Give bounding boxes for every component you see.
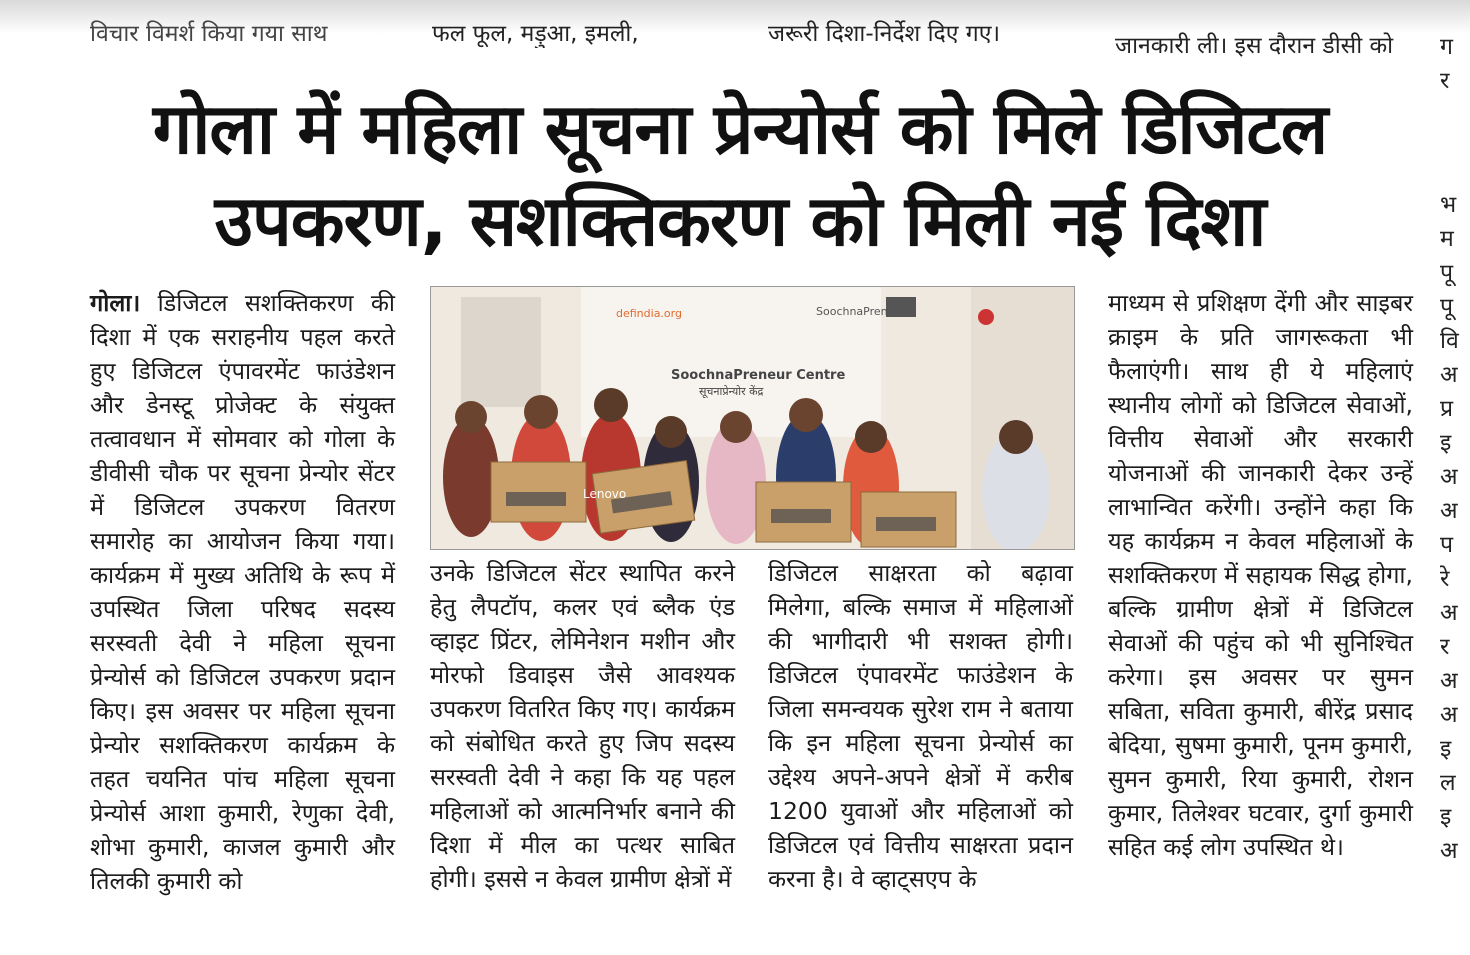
edge-glyph: अ <box>1440 702 1458 728</box>
photo-logo-left: defindia.org <box>616 307 682 320</box>
edge-glyph: प <box>1440 532 1454 558</box>
edge-glyph: प्र <box>1440 396 1454 422</box>
edge-glyph: इ <box>1440 430 1452 456</box>
top-strip-col4: जानकारी ली। इस दौरान डीसी को <box>1115 33 1394 59</box>
article-photo <box>430 286 1075 550</box>
headline-line2: उपकरण, सशक्तिकरण को मिली नई दिशा <box>214 180 1266 262</box>
article-column-4: माध्यम से प्रशिक्षण देंगी और साइबर क्राइम के प्रति जागरूकता भी फैलाएंगी। साथ ही ये महिलाएं स्थानीय लोगों को डिजिटल सेवाओं, वित्तीय सेवाओं और सरकारी योजनाओं की जानकारी देकर उन्हें लाभान्वित करेंगी। उन्होंने कहा कि यह कार्यक्रम न केवल महिलाओं के सशक्तिकरण में सहायक सिद्ध होगा, बल्कि ग्रामीण क्षेत्रों में डिजिटल सेवाओं की पहुंच को भी सुनिश्चित करेगा। इस अवसर पर सुमन सबिता, सविता कुमारी, बीरेंद्र प्रसाद बेदिया, सुषमा कुमारी, पूनम कुमारी, सुमन कुमारी, रिया कुमारी, रोशन कुमार, तिलेश्वर घटवार, दुर्गा कुमारी सहित कई लोग उपस्थित थे। <box>1108 289 1413 861</box>
edge-glyph: म <box>1440 226 1454 252</box>
box-brand-label: Lenovo <box>583 487 627 501</box>
edge-glyph: पू <box>1440 260 1454 286</box>
edge-glyph: इ <box>1440 804 1452 830</box>
top-strip-col1: विचार विमर्श किया गया साथ <box>90 21 328 47</box>
edge-glyph: पू <box>1440 294 1454 320</box>
headline-line1: गोला में महिला सूचना प्रेन्योर्स को मिले डिजिटल <box>152 88 1328 170</box>
cropped-edge-column <box>1440 30 1470 955</box>
edge-glyph: र <box>1440 68 1450 94</box>
edge-glyph: अ <box>1440 668 1458 694</box>
photo-illustration <box>431 287 1075 550</box>
edge-glyph: वि <box>1440 328 1459 354</box>
edge-glyph: अ <box>1440 498 1458 524</box>
edge-glyph: ग <box>1440 34 1453 60</box>
edge-glyph: अ <box>1440 464 1458 490</box>
edge-glyph: भ <box>1440 192 1457 218</box>
top-strip-col3: जरूरी दिशा-निर्देश दिए गए। <box>768 21 1001 47</box>
top-strip-col2: फल फूल, मड़ुआ, इमली, <box>432 21 639 47</box>
edge-glyph: ल <box>1440 770 1456 796</box>
column-1-text: डिजिटल सशक्तिकरण की दिशा में एक सराहनीय पहल करते हुए डिजिटल एंपावरमेंट फाउंडेशन और डेनस्टू प्रोजेक्ट के संयुक्त तत्वावधान में सोमवार को गोला के डीवीसी चौक पर सूचना प्रेन्योर सेंटर में डिजिटल उपकरण वितरण समारोह का आयोजन किया गया। कार्यक्रम में मुख्य अतिथि के रूप में उपस्थित जिला परिषद सदस्य सरस्वती देवी ने महिला सूचना प्रेन्योर्स को डिजिटल उपकरण प्रदान किए। इस अवसर पर महिला सूचना प्रेन्योर सशक्तिकरण कार्यक्रम के तहत चयनित पांच महिला सूचना प्रेन्योर्स आशा कुमारी, रेणुका देवी, शोभा कुमारी, काजल कुमारी और तिलकी कुमारी को <box>90 289 395 895</box>
edge-glyph: अ <box>1440 600 1458 626</box>
edge-glyph: र <box>1440 634 1450 660</box>
article-column-1 <box>90 286 395 898</box>
edge-glyph: अ <box>1440 838 1458 864</box>
article-column-2: उनके डिजिटल सेंटर स्थापित करने हेतु लैपटॉप, कलर एवं ब्लैक एंड व्हाइट प्रिंटर, लेमिनेशन मशीन और मोरफो डिवाइस जैसे आवश्यक उपकरण वितरित किए गए। कार्यक्रम को संबोधित करते हुए जिप सदस्य सरस्वती देवी ने कहा कि यह पहल महिलाओं को आत्मनिर्भार बनाने की दिशा में मील का पत्थर साबित होगी। इससे न केवल ग्रामीण क्षेत्रों में <box>430 559 735 893</box>
photo-banner-title: SoochnaPreneur Centre <box>671 368 846 383</box>
edge-glyph: इ <box>1440 736 1452 762</box>
dateline: गोला। <box>90 289 141 317</box>
photo-logo-right: SoochnaPreneur <box>816 305 906 318</box>
photo-banner-subtitle: सूचनाप्रेन्योर केंद्र <box>699 385 764 398</box>
edge-glyph: रे <box>1440 566 1450 592</box>
edge-glyph: अ <box>1440 362 1458 388</box>
article-column-3: डिजिटल साक्षरता को बढ़ावा मिलेगा, बल्कि समाज में महिलाओं की भागीदारी भी सशक्त होगी। डिजिटल एंपावरमेंट फाउंडेशन के जिला समन्वयक सुरेश राम ने बताया कि इन महिला सूचना प्रेन्योर्स का उद्देश्य अपने-अपने क्षेत्रों में करीब 1200 युवाओं और महिलाओं को डिजिटल एवं वित्तीय साक्षरता प्रदान करना है। वे व्हाट्सएप के <box>768 559 1073 893</box>
